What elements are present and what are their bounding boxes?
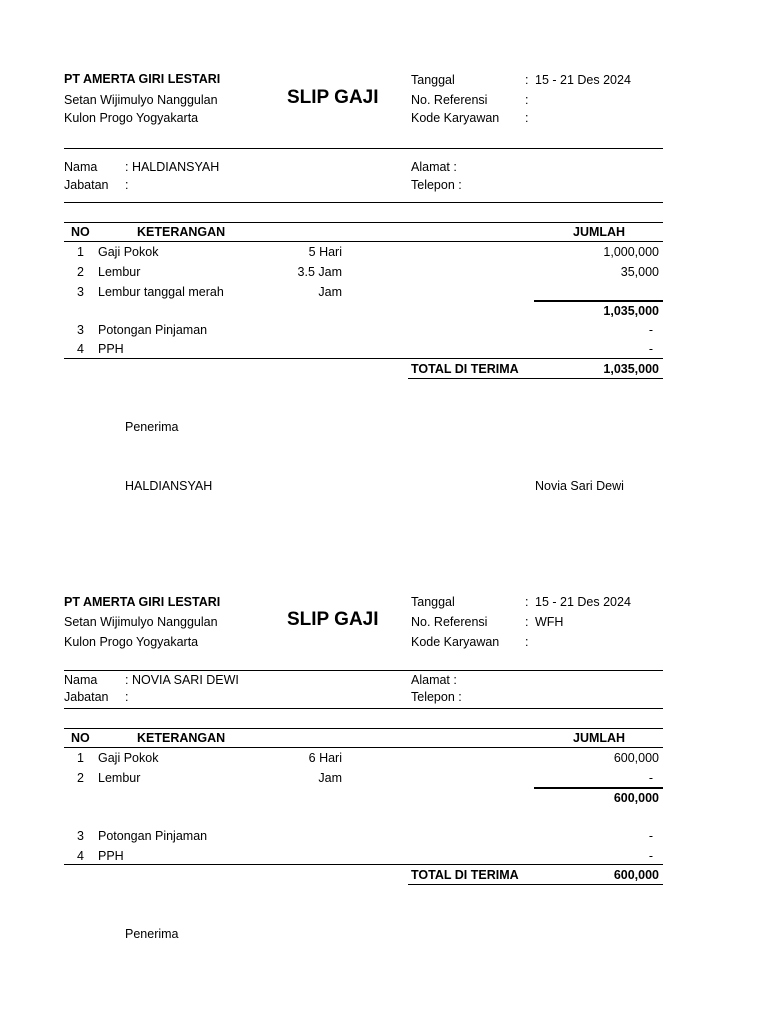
subtotal-value: 600,000 xyxy=(613,791,659,805)
row-amount: - xyxy=(648,771,653,785)
jabatan-label: Jabatan xyxy=(64,178,109,192)
nama-value: : NOVIA SARI DEWI xyxy=(125,673,239,687)
row-description: Gaji Pokok xyxy=(98,751,159,765)
column-header-jumlah: JUMLAH xyxy=(573,731,626,745)
column-header-no: NO xyxy=(71,731,90,745)
row-description: Potongan Pinjaman xyxy=(98,323,208,337)
nama-label: Nama xyxy=(64,673,98,687)
alamat-label: Alamat : xyxy=(411,673,457,687)
subtotal-rule xyxy=(534,787,663,789)
company-name: PT AMERTA GIRI LESTARI xyxy=(64,595,221,609)
nama-label: Nama xyxy=(64,160,98,174)
kode-karyawan-colon: : xyxy=(525,635,529,649)
kode-karyawan-colon: : xyxy=(525,111,529,125)
no-referensi-label: No. Referensi xyxy=(411,615,488,629)
row-number: 3 xyxy=(77,323,84,337)
row-number: 3 xyxy=(77,285,84,299)
row-amount: - xyxy=(648,323,653,337)
slip-title: SLIP GAJI xyxy=(287,87,379,108)
total-top-rule xyxy=(64,864,663,865)
slip-title: SLIP GAJI xyxy=(287,609,379,630)
column-header-no: NO xyxy=(71,225,90,239)
column-header-keterangan: KETERANGAN xyxy=(137,731,226,745)
table-header-rule xyxy=(64,241,663,242)
company-address-line2: Kulon Progo Yogyakarta xyxy=(64,635,199,649)
kode-karyawan-label: Kode Karyawan xyxy=(411,111,500,125)
divider xyxy=(64,708,663,709)
company-address-line1: Setan Wijimulyo Nanggulan xyxy=(64,93,218,107)
row-description: Lembur xyxy=(98,265,141,279)
row-description: PPH xyxy=(98,849,124,863)
jabatan-label: Jabatan xyxy=(64,690,109,704)
row-quantity: 6 Hari xyxy=(308,751,342,765)
divider xyxy=(64,670,663,671)
row-amount: - xyxy=(648,829,653,843)
tanggal-value: 15 - 21 Des 2024 xyxy=(535,73,631,87)
row-description: Lembur tanggal merah xyxy=(98,285,224,299)
row-amount: 35,000 xyxy=(620,265,659,279)
row-quantity: Jam xyxy=(318,771,342,785)
divider xyxy=(64,202,663,203)
row-number: 1 xyxy=(77,245,84,259)
total-value: 600,000 xyxy=(613,868,659,882)
column-header-jumlah: JUMLAH xyxy=(573,225,626,239)
table-top-rule xyxy=(64,728,663,729)
total-label: TOTAL DI TERIMA xyxy=(411,868,519,882)
row-description: Gaji Pokok xyxy=(98,245,159,259)
row-number: 2 xyxy=(77,265,84,279)
no-referensi-label: No. Referensi xyxy=(411,93,488,107)
company-name: PT AMERTA GIRI LESTARI xyxy=(64,72,221,86)
row-number: 2 xyxy=(77,771,84,785)
row-description: Lembur xyxy=(98,771,141,785)
row-quantity: 5 Hari xyxy=(308,245,342,259)
tanggal-label: Tanggal xyxy=(411,73,455,87)
row-description: PPH xyxy=(98,342,124,356)
row-amount: 600,000 xyxy=(613,751,659,765)
subtotal-value: 1,035,000 xyxy=(603,304,659,318)
subtotal-rule xyxy=(534,300,663,302)
company-address-line2: Kulon Progo Yogyakarta xyxy=(64,111,199,125)
column-header-keterangan: KETERANGAN xyxy=(137,225,226,239)
kode-karyawan-label: Kode Karyawan xyxy=(411,635,500,649)
row-amount: - xyxy=(648,342,653,356)
telepon-label: Telepon : xyxy=(411,690,462,704)
penerima-label: Penerima xyxy=(125,420,179,434)
no-referensi-colon: : xyxy=(525,93,529,107)
total-top-rule xyxy=(64,358,663,359)
total-bottom-rule xyxy=(408,884,663,885)
row-number: 1 xyxy=(77,751,84,765)
alamat-label: Alamat : xyxy=(411,160,457,174)
tanggal-label: Tanggal xyxy=(411,595,455,609)
tanggal-value: 15 - 21 Des 2024 xyxy=(535,595,631,609)
company-address-line1: Setan Wijimulyo Nanggulan xyxy=(64,615,218,629)
row-amount: - xyxy=(648,849,653,863)
telepon-label: Telepon : xyxy=(411,178,462,192)
signature-issuer: Novia Sari Dewi xyxy=(535,479,624,493)
row-number: 4 xyxy=(77,342,84,356)
row-amount: 1,000,000 xyxy=(603,245,659,259)
row-quantity: Jam xyxy=(318,285,342,299)
no-referensi-colon: : xyxy=(525,615,529,629)
nama-value: : HALDIANSYAH xyxy=(125,160,220,174)
divider xyxy=(64,148,663,149)
total-bottom-rule xyxy=(408,378,663,379)
signature-receiver: HALDIANSYAH xyxy=(125,479,213,493)
row-number: 4 xyxy=(77,849,84,863)
no-referensi-value: WFH xyxy=(535,615,564,629)
table-top-rule xyxy=(64,222,663,223)
tanggal-colon: : xyxy=(525,73,529,87)
row-quantity: 3.5 Jam xyxy=(297,265,342,279)
penerima-label: Penerima xyxy=(125,927,179,941)
total-label: TOTAL DI TERIMA xyxy=(411,362,519,376)
tanggal-colon: : xyxy=(525,595,529,609)
jabatan-value: : xyxy=(125,690,129,704)
total-value: 1,035,000 xyxy=(603,362,659,376)
table-header-rule xyxy=(64,747,663,748)
row-number: 3 xyxy=(77,829,84,843)
jabatan-value: : xyxy=(125,178,129,192)
row-description: Potongan Pinjaman xyxy=(98,829,208,843)
